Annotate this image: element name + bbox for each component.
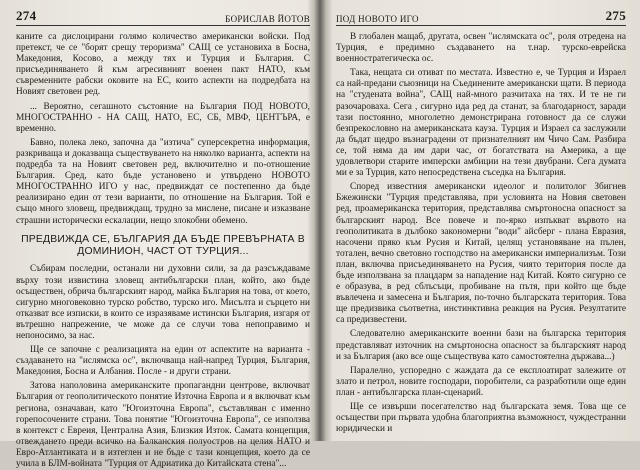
right-page-header: [336, 8, 626, 26]
paragraph: Бавно, полека леко, започна да "изтича" суперсекретна информация, разкриваща и доказваща съществуването на няколко варианта, аспекти на подредба та на Новият световен ред, включително и по-отношение България. Сред, като бъде установено и утвърдено НОВОТО МНОГОСТРАННО ИГО у нас, предвиждат се постепенно да бъде реализирано един от тези варианти, по отношение на България. Той е също много зловещ, предвиждащ, трудно за мислене, писане и изказване страшни исторически ескалации, нещо злокобни обемено.: [16, 137, 310, 226]
page-number: 275: [605, 8, 626, 23]
left-page: [0, 0, 318, 469]
left-page-body: [16, 32, 310, 470]
running-head: ПОД НОВОТО ИГО: [336, 14, 419, 24]
running-head: БОРИСЛАВ ЙОТОВ: [225, 14, 310, 24]
right-page-body: [336, 32, 626, 435]
paragraph: Ще се започне с реализацията на един от аспектите на варианта - създаването на "ислямска ос", включваща най-напред Турция, България, Македония, Босна и Албания. После - и други страни.: [16, 345, 310, 378]
paragraph: Събирам последни, останали ни духовни сили, за да разсъждаваме върху този извистина зловещ антибългарски план, който, ако бъде осъществен, обрича българският народ, майка България на това, от което, сигурно многовековно турско робство, турско иго. Мисълта и сърцето ни отказват все изписки, в които се изразяваме истински България, изгаря от вътрешно напрежение, че може да се случи това непоправимо и непоносимо, за нас.: [16, 264, 310, 341]
paragraph: Следователно американските военни бази на българска територия представляват източник на смъртоносна опасност за българският народ и за България (ако все още съществува като самостоятелна държава...): [336, 329, 626, 362]
paragraph: каните са дислоцирани голямо количество американски войски. Под претекст, че се "борят срещу тероризма" САЩ се установиха в Босна, Македония, Косово, а между тях и Турция и България. С присъединяването й към агресивният военен пакт НАТО, към съвременните рабски оковите на ЕС, които аспекти на подредбата на Новият световен ред.: [16, 32, 310, 98]
paragraph: ... Вероятно, сегашното състояние на България ПОД НОВОТО, МНОГОСТРАННО - НА САЩ, НАТО, ЕС, СБ, МВФ, ЦЕНТЪРА, е временно.: [16, 101, 310, 134]
paragraph: Паралелно, успоредно с жаждата да се експлоатират залежите от злато и петрол, новите господари, поробители, са разработили още един план - антибългарска план-сценарий.: [336, 365, 626, 398]
paragraph: Според известния американски идеолог и политолог Збигнев Бжежински "Турция представлява, при условията на Новия световен ред, проамериканска територия, представлява смъртоносна опасност за българският народ. Все повече и по-ярко изпъкват вървото на геополитиката в дълбоко закономерни "води" айсберг - плана Евразия, насочени пряко към Русия и Китай, целящ установяване на пълен, тотален, вечно световно господство на американски империализъм. Този план, включва присъединяването на Русия, чиято територия после да бъде използвана за плацдарм за нападение над Китай. Която сигурно се е образува, в ред сблъсъци, пробиване на пътя, при който ще бъде въвлечена и замесена и България, по-точно българската територия. Това ще предизвика съответна, инстинктивна реакция на Русия. Резултатите са предизвестени.: [336, 182, 626, 326]
paragraph: Така, нещата си отиват по местата. Известно е, че Турция и Израел са най-предани съюзници на Съединените американски щати. В периода на "студената война", САЩ най-много разчитаха на тях. И те не ги разочароваха. Сега , сигурно ида ред да станат, за благодарност, заради тази постоянно, многолетно демонстрирана готовност да се служи безпрекословно на американската каузa. Турция и Израел са заслужили да бъдат щедро възнаградени от признателният им Чичо Сам. Разбира се, той няма да им дари час, от богатствата на Америка, а ще удовлетвори старите имперски амбиции на тези двубрани. Сега думата ми е за Турция, като непосредствена съседка на България.: [336, 68, 626, 179]
paragraph: Ще се извърши посегателство над българската земя. Това ще се осъществи при първата удобна благоприятна възможност, чуждестранни юридически и: [336, 402, 626, 435]
right-page: [322, 0, 640, 441]
paragraph: Затова наполовина американските пропагандни центрове, включват България от геополитическото понятие Източна Европа и я включват към региона, означаван, като "Югоизточна Европа", съставляван с именно горепосочените страни. Това понятие "Югоизточна Европа", се използва в контекст с Евреия, Централна Азия, Близкия Изток. Самата концепция, отвеждането преди всичко на Балканския полуостров на целия НАТО и Евро-Атлантиката и в изтеглен и не бъде с тази концепция, което да се учила в БЛМ-войната "Турция от Адриатика до Китайската стена"...: [16, 381, 310, 469]
left-page-header: [16, 8, 310, 26]
section-heading: ПРЕДВИЖДА СЕ, БЪЛГАРИЯ ДА БЪДЕ ПРЕВЪРНАТА В ДОМИНИОН, ЧАСТ ОТ ТУРЦИЯ...: [21, 233, 305, 257]
paragraph: В глобален мащаб, другата, освен "ислямската ос", роля отредена на Турция, е предимно създаването на т.нар. турско-еврейска военностратегическа ос.: [336, 32, 626, 65]
page-number: 274: [16, 8, 37, 23]
